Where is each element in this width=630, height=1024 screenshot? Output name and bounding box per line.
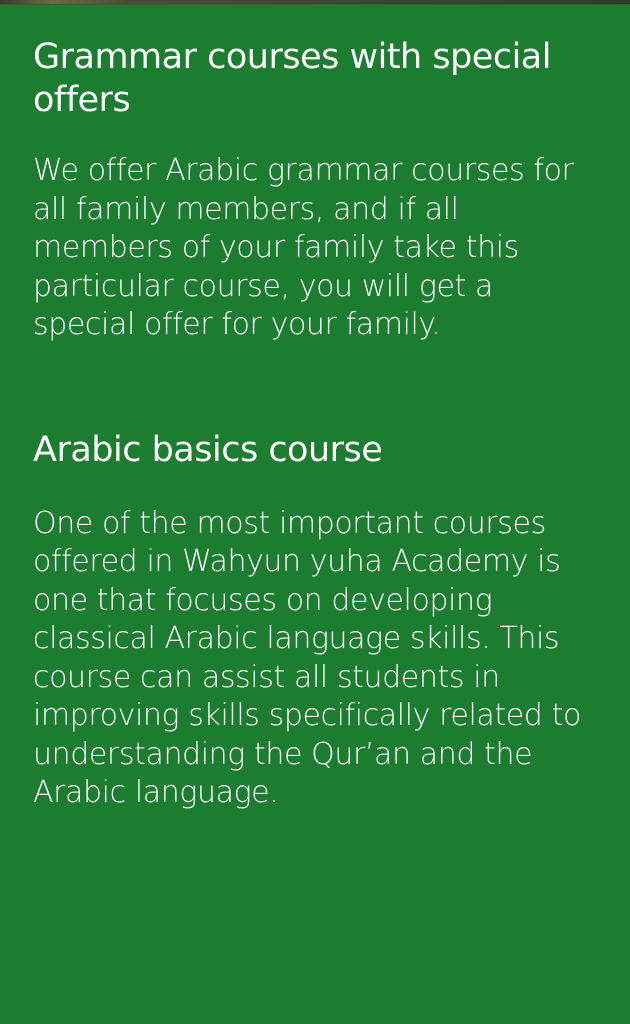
section-title: Grammar courses with special offers: [33, 37, 551, 120]
section-title: Arabic basics course: [33, 429, 383, 470]
next-section-partial: [33, 1012, 599, 1024]
section-description: One of the most important courses offered in Wahyun yuha Academy is one that focuses on developing classical Arabic language skills. This course can assist all students in improving skills specifically related to understanding the Qur’an and the Arabic language.: [33, 505, 581, 810]
header-image-edge: [0, 0, 630, 5]
grammar-courses-section: [33, 36, 599, 345]
arabic-basics-section: [33, 429, 599, 813]
section-description: We offer Arabic grammar courses for all family members, and if all members of your family take this particular course, you will get a special offer for your family.: [33, 153, 574, 342]
course-content: [33, 36, 599, 813]
header-image-divider: [0, 4, 630, 5]
